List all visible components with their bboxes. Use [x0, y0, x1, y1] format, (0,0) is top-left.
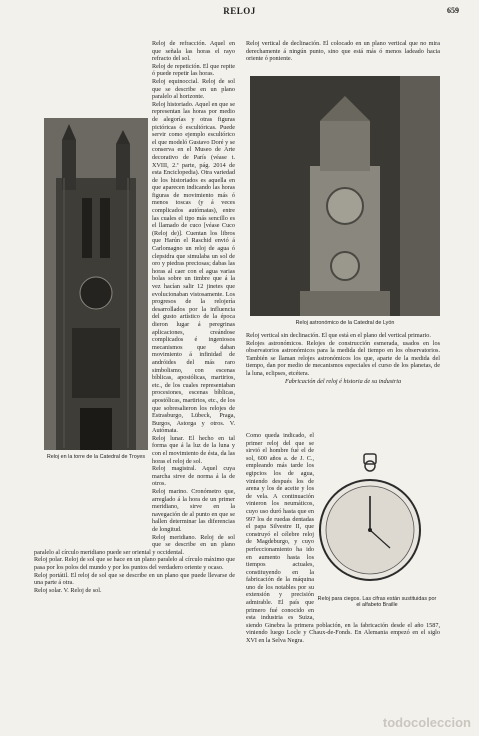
paragraph: Reloj vertical de declinación. El colocado en un plano vertical que no mira derechamente á ningún punto, sino que está más ó menos ladeado hacia oriente ó poniente.: [246, 40, 440, 63]
paragraph: Reloj solar. V. Reloj de sol.: [34, 586, 102, 594]
paragraph: Reloj equinoccial. Reloj de sol que se describe en un plano paralelo al horizonte.: [152, 77, 235, 101]
left-figure-float: [34, 118, 152, 548]
watermark: todocoleccion: [382, 715, 471, 730]
braille-watch-caption: Reloj para ciegos. Las cifras están sustituidas por el alfabeto Braille: [317, 596, 437, 609]
astronomical-clock-drawing: [250, 76, 440, 316]
paragraph: Reloj de refracción. Aquel en que señala las horas el rayo refracto del sol.: [152, 40, 235, 63]
paragraph: Reloj polar. Reloj de sol que se hace en un plano paralelo al círculo máximo que pasa por los polos del mundo y por los puntos del verdadero oriente y ocaso.: [34, 556, 235, 571]
watch-figure-float: [314, 432, 440, 616]
paragraph: Relojes astronómicos. Relojes de construcción esmerada, usados en los observatorios astronómicos para la medida del tiempo en los observatorios. También se llaman relojes astronómicos los que, aparte de la medida del tiempo, dan por medio de mecanismos especiales el curso de los planetas, de la luna, eclipses, etcétera.: [246, 339, 440, 377]
astronomical-clock-image: [250, 76, 440, 316]
left-column: [34, 40, 235, 690]
paragraph: Reloj lunar. El hecho en tal forma que á la luz de la luna y con el movimiento de ésta, da las horas el reloj de sol.: [152, 434, 235, 465]
paragraph: Reloj portátil. El reloj de sol que se describe en un plano que puede llevarse de una parte á otra.: [34, 571, 235, 587]
page-number: 659: [447, 6, 459, 15]
paragraph: Reloj historiado. Aquel en que se representan las horas por medio de alegorías y otras figuras pictóricas ó escultóricas. Puede servir como ejemplo escultórico el que modeló Gustavo Doré y se conserva en el Museo de Arte decorativo de París (véase t. XVIII, 2.ª parte, pág. 2014 de esta Enciclopedia). Otra variedad de los historiados es aquella en que aparecen indicando las horas figuras de movimiento más ó menos toscas (y á veces complicados autómatas), entre las cuales el tipo más sencillo es el llamado de cuco [véase Cuco (Reloj de)]. Cuentan los libros que Harún el Raschid envió á Carlomagno un reloj de agua ó clepsidra que simulaba un sol de oro y piedras preciosas; dabas las horas al caer con el agua varias bolas sobre un timbre que á la vez hacían salir 12 jinetes que evolucionaban vistosamente. Los progresos de la relojería desarrollados por la influencia del gusto artístico de la época dieron lugar á peregrinas aplicaciones, creándose complicados é ingeniosos mecanismos que daban movimiento á infinidad de andróides del más raro simbolismo, con escenas bíblicas, apostólicas, martirios, etc., de los cuales representaban procesiones, escenas bíblicas, apostólicas, martirios, etc., de los que sobresalieron los relojes de Estrasburgo, Lübeck, Praga, Burgos, Astorga y otros. V. Autómata.: [152, 100, 235, 435]
paragraph: Reloj magistral. Aquel cuya marcha sirve de norma á la de otros.: [152, 465, 235, 488]
astronomical-clock-caption: Reloj astronómico de la Catedral de Lyón: [295, 320, 395, 326]
right-column-bottom: [246, 432, 440, 712]
cathedral-tower-caption: Reloj en la torre de la Catedral de Troyes: [46, 454, 146, 460]
right-column-mid: [246, 332, 440, 385]
running-title: RELOJ: [223, 6, 256, 16]
paragraph: Como queda indicado, el primer reloj del que se sirvió el hombre fué el de sol, 600 años a. de J. C., empleando más tarde los egipcios los de agua, viniendo después los de arena y los de aceite y los de vela. A continuación vinieron los neumáticos, cuyo uso duró hasta que en 997 los de ruedas dentadas el papa Silvestre II, que construyó el célebre reloj de Magdeburgo, y cuyo perfeccionamiento ha ido en aumento hasta los tiempos actuales, constituyendo en la fabricación de la máquina uno de los notables por su extensión y precisión admirable. El país que primero fué conocido en esta industria es Suiza, siendo Ginebra la primera población, en la fabricación desde el año 1587, viniendo luego Locle y Chaux-de-Fonds. En Alemania empezó en el siglo XVI en la Selva Negra.: [246, 432, 440, 645]
page-header: [0, 6, 479, 20]
paragraph: Reloj meridiano. Reloj de sol que se describe en un plano paralelo al círculo meridiano puede ser oriental y occidental.: [34, 533, 235, 556]
right-column-top: [246, 40, 440, 63]
section-subhead: Fabricación del reloj é historia de su industria: [284, 377, 402, 385]
paragraph: Reloj de repetición. El que repite ó puede repetir las horas.: [152, 62, 235, 78]
paragraph: Reloj marino. Cronómetro que, arreglado á la hora de un primer meridiano, sirve en la navegación de al punto en que se hallen determinar las diferencias de longitud.: [152, 488, 235, 533]
paragraph: Reloj vertical sin declinación. El que está en el plano del vertical primario.: [246, 332, 431, 339]
